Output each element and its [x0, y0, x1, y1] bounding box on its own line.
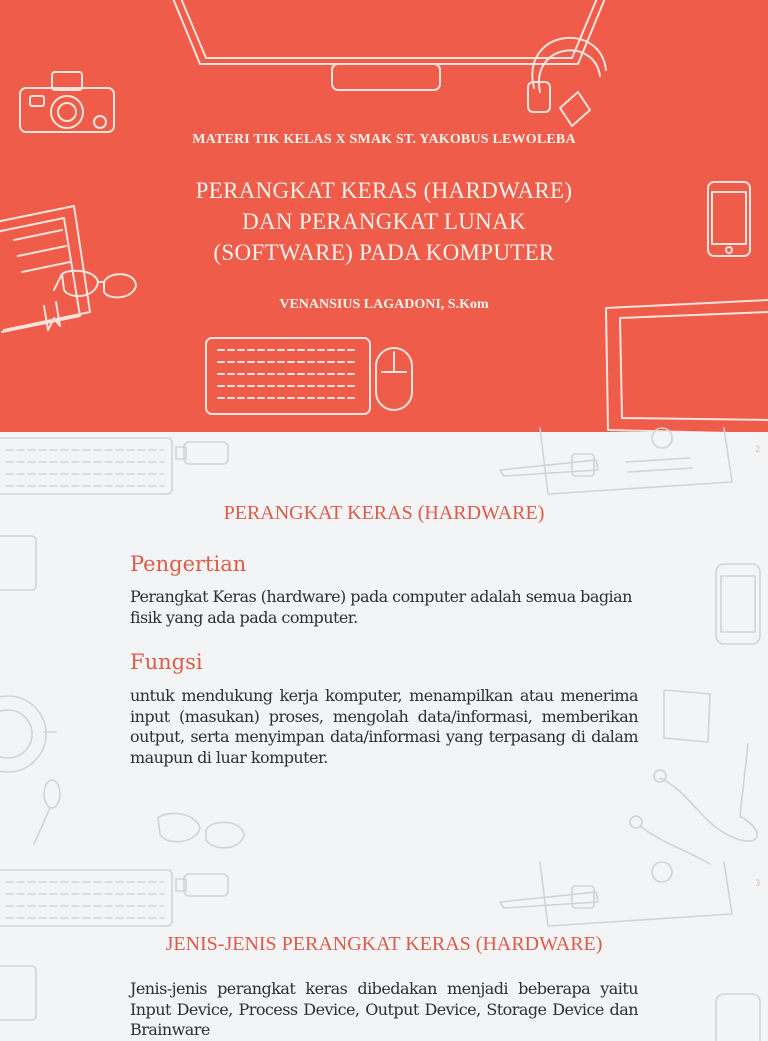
picture-frame-icon: [0, 536, 36, 590]
usb-drive-icon: [176, 442, 228, 464]
notebook-icon: [540, 862, 732, 926]
spoon-icon: [34, 780, 60, 844]
definition-text: Perangkat Keras (hardware) pada computer adalah semua bagian fisik yang ada pada computer.: [130, 587, 632, 627]
notebook-icon: [540, 428, 732, 494]
monitor-icon: [172, 0, 606, 90]
title-line-2: DAN PERANGKAT LUNAK: [242, 209, 526, 234]
tablet-icon: [606, 300, 768, 448]
keyboard-icon: [0, 870, 172, 926]
glasses-icon: [54, 271, 136, 298]
cover-slide: [0, 0, 768, 432]
background-sketches: [0, 432, 768, 866]
keyboard-icon: [206, 338, 370, 414]
course-subtitle: MATERI TIK KELAS X SMAK ST. YAKOBUS LEWOLEBA: [192, 132, 576, 147]
presentation-title: [0, 175, 768, 268]
hardware-definition-slide: [0, 432, 768, 866]
camera-icon: [20, 72, 114, 132]
page-number: 3: [755, 878, 760, 888]
title-line-3: (SOFTWARE) PADA KOMPUTER: [213, 240, 555, 265]
definition-heading: Pengertian: [130, 552, 247, 576]
usb-drive-icon: [176, 874, 228, 896]
title-line-1: PERANGKAT KERAS (HARDWARE): [195, 178, 573, 203]
slide-title: PERANGKAT KERAS (HARDWARE): [223, 502, 545, 524]
mouse-icon: [376, 348, 412, 410]
slide-title: JENIS-JENIS PERANGKAT KERAS (HARDWARE): [165, 933, 603, 955]
hardware-types-slide: [0, 866, 768, 1039]
phone-icon: [716, 994, 760, 1041]
earphones-icon: [630, 744, 757, 864]
headphones-icon: [528, 38, 606, 126]
page-number: 2: [755, 444, 760, 454]
sticky-note-icon: [664, 690, 710, 742]
pen-icon: [500, 886, 598, 908]
keyboard-icon: [0, 438, 172, 494]
author-name: VENANSIUS LAGADONI, S.Kom: [279, 297, 489, 312]
glasses-icon: [158, 813, 244, 847]
picture-frame-icon: [0, 966, 36, 1020]
function-heading: Fungsi: [130, 650, 203, 674]
pen-icon: [500, 454, 598, 476]
coffee-cup-icon: [0, 696, 56, 772]
phone-icon: [716, 564, 760, 644]
hardware-types-text: Jenis-jenis perangkat keras dibedakan menjadi beberapa yaitu Input Device, Process Device, Output Device, Storage Device dan Brainware: [130, 979, 638, 1039]
function-text: untuk mendukung kerja komputer, menampilkan atau menerima input (masukan) proses, mengolah data/informasi, memberikan output, serta menyimpan data/informasi yang terpasang di dalam maupun di luar komputer.: [130, 686, 638, 767]
